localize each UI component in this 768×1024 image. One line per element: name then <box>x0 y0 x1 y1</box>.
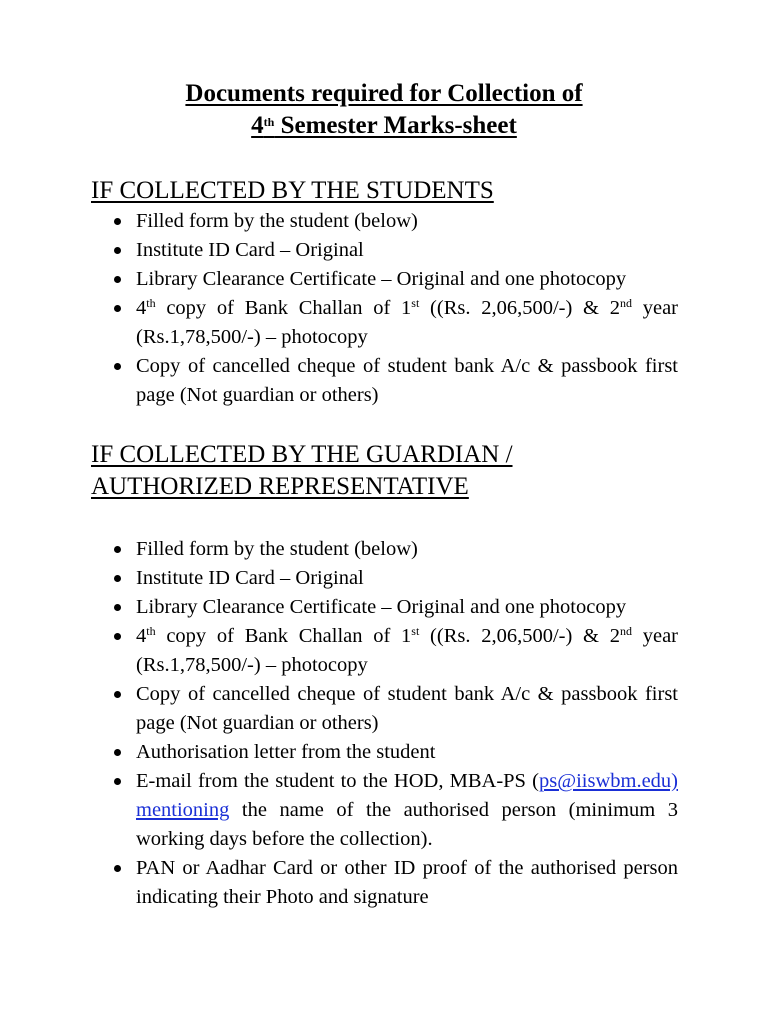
students-document-list <box>0 207 768 410</box>
title-ordinal: th <box>263 115 275 129</box>
list-item: E-mail from the student to the HOD, MBA-PS (ps@iiswbm.edu) mentioning the name of the authorised person (minimum 3 working days before the collection). <box>0 767 678 854</box>
list-item: Library Clearance Certificate – Original and one photocopy <box>0 593 678 622</box>
list-item: Filled form by the student (below) <box>0 535 678 564</box>
title-text-2: Semester Marks-sheet <box>274 112 517 139</box>
list-item: Copy of cancelled cheque of student bank A/c & passbook first page (Not guardian or others) <box>0 352 678 410</box>
list-item: Authorisation letter from the student <box>0 738 678 767</box>
title-number: 4 <box>251 112 264 139</box>
list-item: Institute ID Card – Original <box>0 564 678 593</box>
document-title-line-1 <box>0 78 768 110</box>
document-title-line-2 <box>0 110 768 142</box>
list-item: Copy of cancelled cheque of student bank A/c & passbook first page (Not guardian or others) <box>0 680 678 738</box>
section-heading-students: IF COLLECTED BY THE STUDENTS <box>91 177 494 204</box>
list-item: 4th copy of Bank Challan of 1st ((Rs. 2,06,500/-) & 2nd year (Rs.1,78,500/-) – photocopy <box>0 622 678 680</box>
hod-email-link[interactable]: ps@iiswbm.edu) mentioning <box>136 770 678 821</box>
list-item: Filled form by the student (below) <box>0 207 678 236</box>
list-item: PAN or Aadhar Card or other ID proof of the authorised person indicating their Photo and signature <box>0 854 678 912</box>
guardian-document-list <box>0 535 768 912</box>
title-text-1: Documents required for Collection of <box>185 80 583 107</box>
list-item: Library Clearance Certificate – Original and one photocopy <box>0 265 678 294</box>
section-heading-guardian-line-1: IF COLLECTED BY THE GUARDIAN / <box>91 441 513 468</box>
list-item: Institute ID Card – Original <box>0 236 678 265</box>
section-heading-guardian-line-2: AUTHORIZED REPRESENTATIVE <box>91 473 469 500</box>
list-item: 4th copy of Bank Challan of 1st ((Rs. 2,06,500/-) & 2nd year (Rs.1,78,500/-) – photocopy <box>0 294 678 352</box>
